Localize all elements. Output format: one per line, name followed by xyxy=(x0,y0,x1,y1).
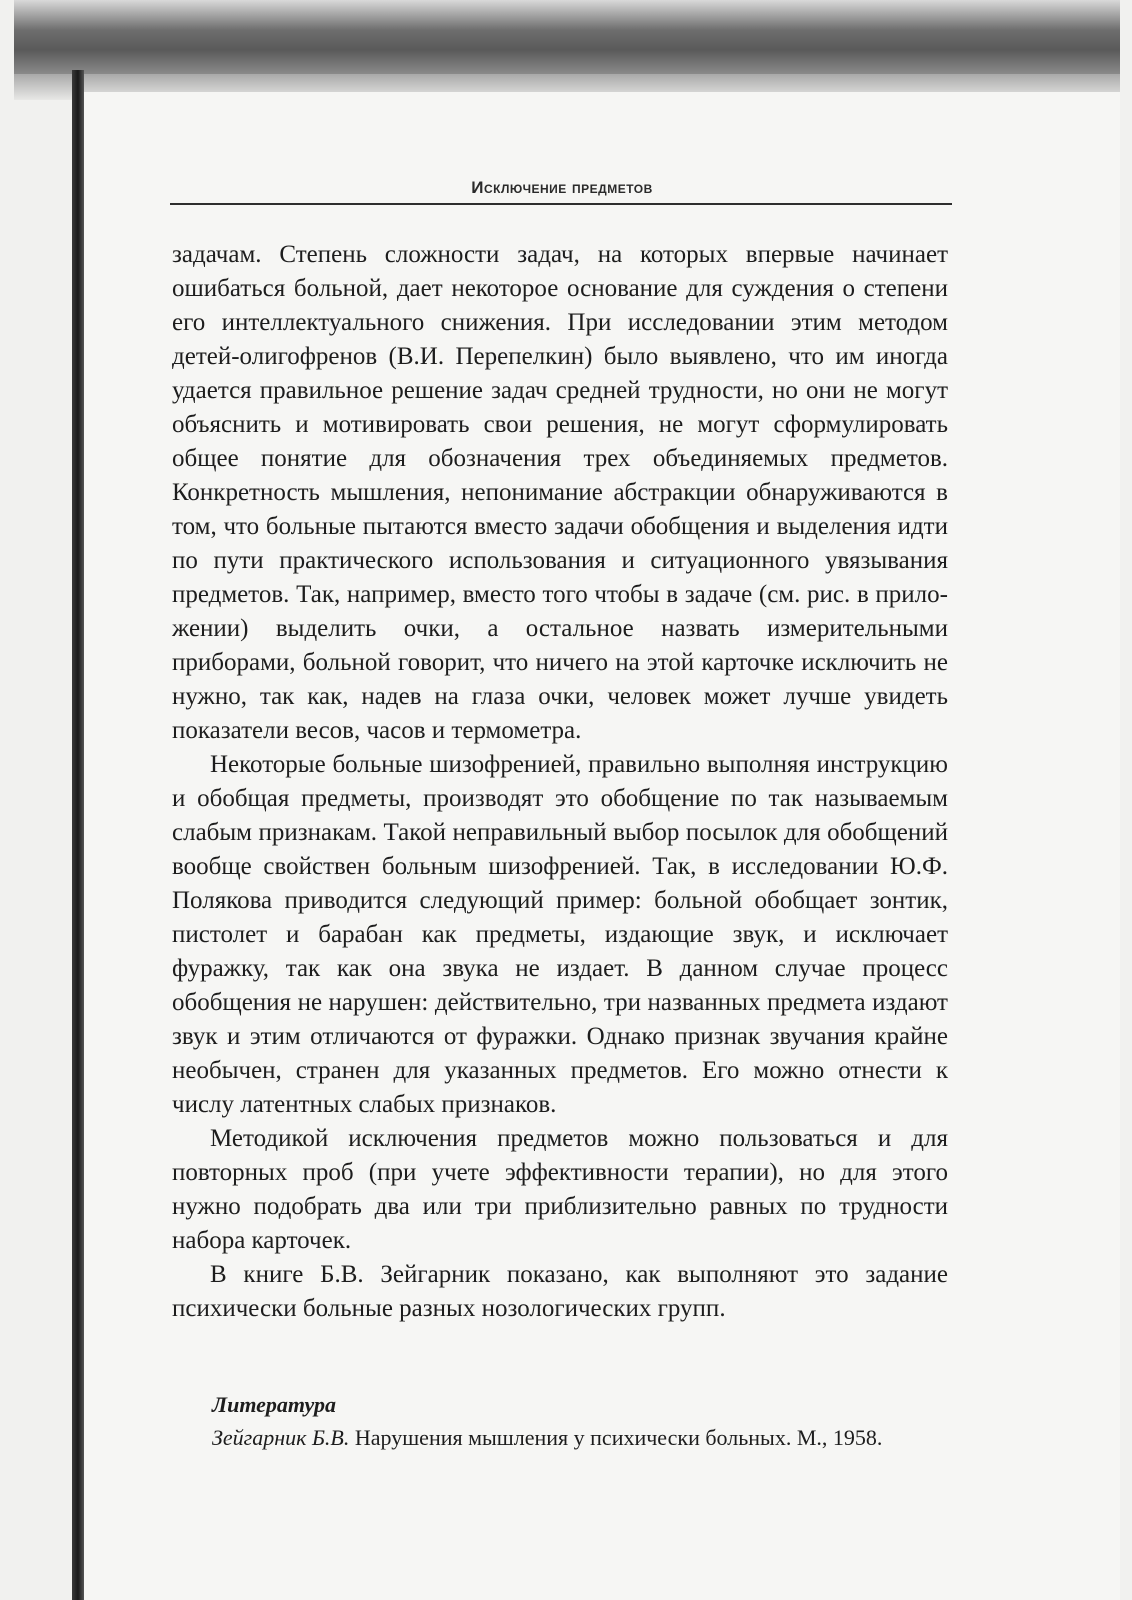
paragraph-4: В книге Б.В. Зейгарник показано, как выполняют это задание психически больные разных нозологических групп. xyxy=(172,1261,948,1322)
header-rule xyxy=(170,203,952,205)
paragraph-3: Методикой исключения предметов можно пользоваться и для повторных проб (при учете эффективности терапии), но для этого нужно подобрать два или три приблизительно равных по трудности набора карточек. xyxy=(172,1125,948,1254)
paragraph-2: Некоторые больные шизофренией, правильно выполняя инструкцию и обобщая предметы, производят это обобщение по так называемым слабым признакам. Такой неправильный выбор посылок для обобщений вообще свойствен больным шизофренией. Так, в исследовании Ю.Ф. Полякова приводится следующий пример: больной обобщает зонтик, пистолет и барабан как предметы, издающие звук, и исключает фуражку, так как она звука не издает. В данном случае процесс обобщения не нарушен: действительно, три названных предмета издают звук и этим отличаются от фуражки. Однако признак звучания крайне необычен, странен для указанных предметов. Его можно отнести к числу латентных слабых признаков. xyxy=(172,751,948,1118)
literature-reference: Нарушения мышления у психически больных. М., 1958. xyxy=(349,1425,883,1450)
literature-entry xyxy=(172,1422,948,1454)
literature-title: Литература xyxy=(212,1392,336,1417)
literature-author: Зейгарник Б.В. xyxy=(212,1425,350,1450)
paragraph-1: задачам. Степень сложности задач, на которых впервые начинает ошибаться больной, дает некоторое основание для суждения о степени его интеллектуального снижения. При исследовании этим методом детей-олигофренов (В.И. Перепелкин) было выявлено, что им иногда удается правильное решение задач средней трудности, но они не могут объяснить и мотивировать свои решения, не могут сформулировать общее понятие для обозначения трех объединяемых предметов. Конкретность мышления, непонимание абстракции обнаруживаются в том, что больные пытаются вместо задачи обобщения и выделения идти по пути практического использования и ситуационного увязывания предметов. Так, например, вместо того чтобы в задаче (см. рис. в приложении) выделить очки, а остальное назвать измерительными приборами, больной говорит, что ничего на этой карточке исключить не нужно, так как, надев на глаза очки, человек может лучше увидеть показатели весов, часов и термометра. xyxy=(172,241,948,744)
running-header: Исключение предметов xyxy=(471,178,653,197)
book-spine xyxy=(72,70,84,1600)
body-text xyxy=(172,238,948,1326)
scan-top-band xyxy=(14,0,1120,74)
